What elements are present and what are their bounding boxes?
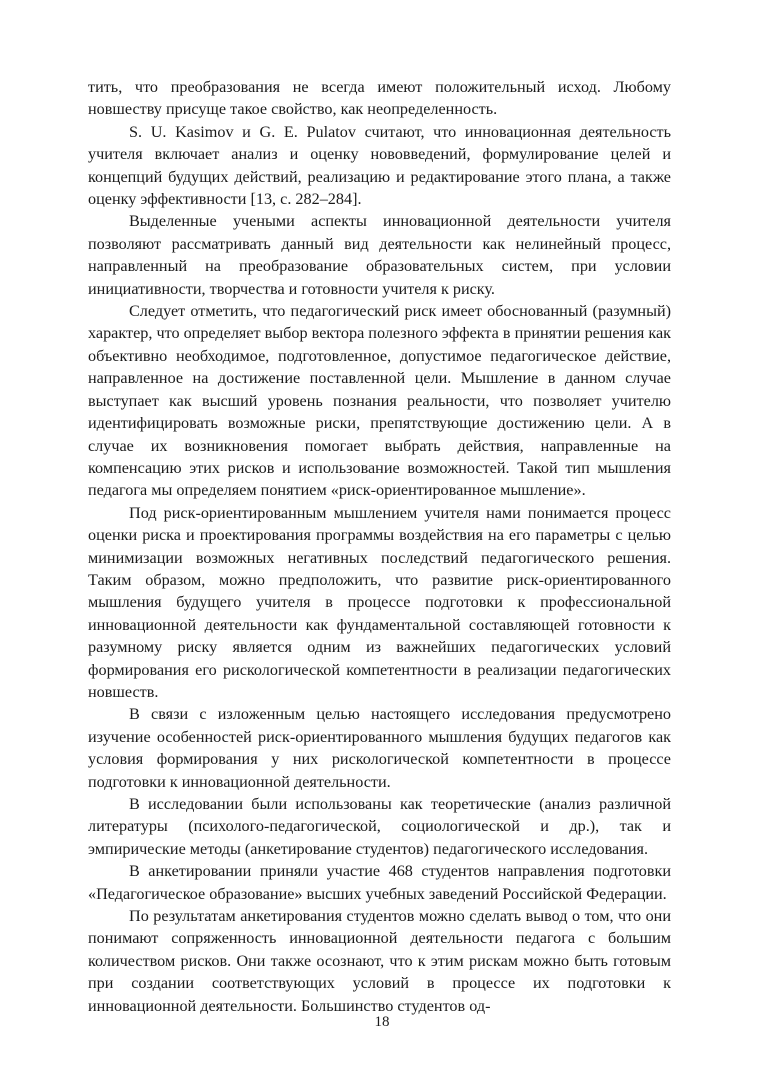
paragraph-continuation: тить, что преобразования не всегда имеют положительный исход. Любому новшеству присуще такое свойство, как неопределенность. xyxy=(88,78,671,119)
paragraph-research-goal: В связи с изложенным целью настоящего исследования предусмотрено изучение особенностей риск-ориентированного мышления будущих педагогов как условия формирования у них рискологической компетентности в процессе подготовки к инновационной деятельности. xyxy=(88,705,671,791)
paragraph-aspects: Выделенные учеными аспекты инновационной деятельности учителя позволяют рассматривать данный вид деятельности как нелинейный процесс, направленный на преобразование образовательных систем, при условии инициативности, творчества и готовности учителя к риску. xyxy=(88,212,671,298)
paragraph-participants: В анкетировании приняли участие 468 студентов направления подготовки «Педагогическое образование» высших учебных заведений Российской Федерации. xyxy=(88,862,671,903)
paragraph-risk-oriented-thinking: Под риск-ориентированным мышлением учителя нами понимается процесс оценки риска и проектирования программы воздействия на его параметры с целью минимизации возможных негативных последствий педагогического решения. Таким образом, можно предположить, что развитие риск-ориентированного мышления будущего учителя в процессе подготовки к профессиональной инновационной деятельности как фундаментальной составляющей готовности к разумному риску является одним из важнейших педагогических условий формирования его рискологической компетентности в реализации педагогических новшеств. xyxy=(88,503,671,701)
paragraph-pedagogical-risk: Следует отметить, что педагогический риск имеет обоснованный (разумный) характер, что определяет выбор вектора полезного эффекта в принятии решения как объективно необходимое, подготовленное, допустимое педагогическое действие, направленное на достижение поставленной цели. Мышление в данном случае выступает как высший уровень познания реальности, что позволяет учителю идентифицировать возможные риски, препятствующие достижению цели. А в случае их возникновения помогает выбрать действия, направленные на компенсацию этих рисков и использование возможностей. Такой тип мышления педагога мы определяем понятием «риск-ориентированное мышление». xyxy=(88,302,671,500)
paragraph-methods: В исследовании были использованы как теоретические (анализ различной литературы (психолого-педагогической, социологической и др.), так и эмпирические методы (анкетирование студентов) педагогического исследования. xyxy=(88,795,671,858)
page-number: 18 xyxy=(374,1014,390,1030)
paragraph-results: По результатам анкетирования студентов можно сделать вывод о том, что они понимают сопряженность инновационной деятельности педагога с большим количеством рисков. Они также осознают, что к этим рискам можно быть готовым при создании соответствующих условий в процессе их подготовки к инновационной деятельности. Большинство студентов од- xyxy=(88,907,671,1015)
document-body xyxy=(88,76,671,1017)
paragraph-kasimov-pulatov: S. U. Kasimov и G. E. Pulatov считают, что инновационная деятельность учителя включает анализ и оценку нововведений, формулирование целей и концепций будущих действий, реализацию и редактирование этого плана, а также оценку эффективности [13, с. 282–284]. xyxy=(88,122,671,209)
